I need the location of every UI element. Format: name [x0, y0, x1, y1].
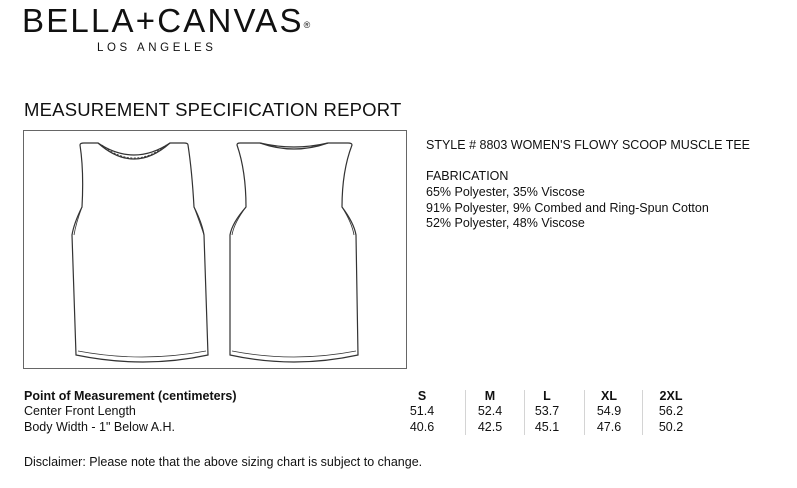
- tank-top-back-icon: [230, 143, 358, 362]
- registered-mark: ®: [303, 20, 311, 30]
- table-row: [24, 404, 724, 419]
- row-value: 54.9: [596, 404, 622, 418]
- table-header-row: [24, 389, 724, 404]
- row-value: 56.2: [658, 404, 684, 418]
- header-size-m: M: [484, 389, 496, 403]
- header-size-l: L: [543, 389, 551, 403]
- row-value: 40.6: [409, 420, 435, 434]
- row-value: 53.7: [534, 404, 560, 418]
- row-value: 50.2: [658, 420, 684, 434]
- fabrication-title: FABRICATION: [426, 169, 509, 183]
- disclaimer-text: Disclaimer: Please note that the above sizing chart is subject to change.: [24, 455, 423, 469]
- row-label: Body Width - 1" Below A.H.: [24, 420, 176, 434]
- row-value: 47.6: [596, 420, 622, 434]
- report-title: MEASUREMENT SPECIFICATION REPORT: [24, 99, 402, 120]
- garment-sketch-panel: [23, 130, 407, 369]
- row-value: 42.5: [477, 420, 503, 434]
- header-label: Point of Measurement (centimeters): [24, 389, 237, 403]
- fabrication-item: 91% Polyester, 9% Combed and Ring-Spun Cotton: [426, 200, 709, 215]
- row-value: 52.4: [477, 404, 503, 418]
- fabrication-item: 65% Polyester, 35% Viscose: [426, 185, 585, 199]
- brand-location: LOS ANGELES: [97, 42, 217, 54]
- table-row: [24, 420, 724, 435]
- fabrication-item: 52% Polyester, 48% Viscose: [426, 216, 585, 230]
- style-line: STYLE # 8803 WOMEN'S FLOWY SCOOP MUSCLE TEE: [426, 138, 751, 152]
- fabrication-list: [426, 185, 709, 232]
- row-value: 51.4: [409, 404, 435, 418]
- row-label: Center Front Length: [24, 404, 136, 418]
- brand-logo: [22, 2, 310, 40]
- header-size-2xl: 2XL: [659, 389, 683, 403]
- row-value: 45.1: [534, 420, 560, 434]
- header-size-s: S: [417, 389, 427, 403]
- brand-name: BELLA+CANVAS: [22, 2, 304, 39]
- tank-top-front-icon: [72, 143, 208, 362]
- header-size-xl: XL: [601, 389, 617, 403]
